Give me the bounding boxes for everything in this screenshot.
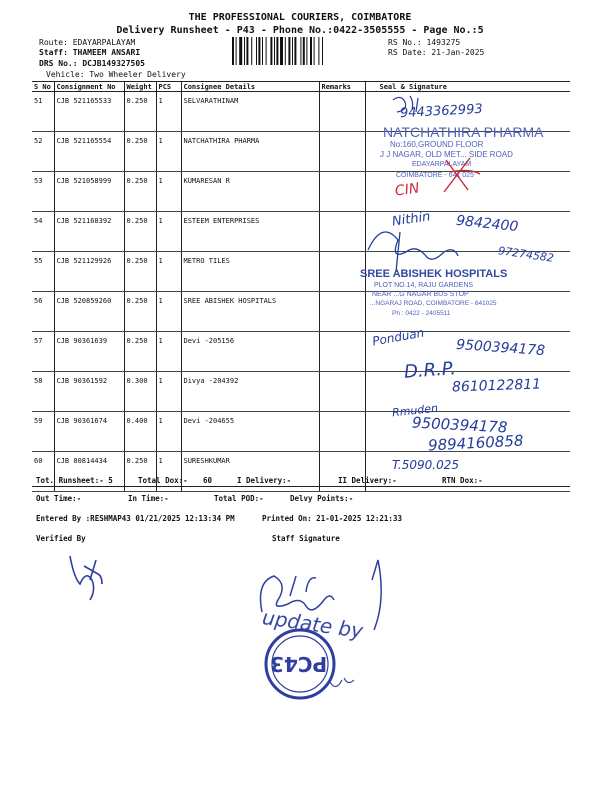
barcode-bar	[314, 37, 315, 65]
row-sno: 52	[32, 132, 54, 172]
handwritten-r59-number-2: 9894160858	[427, 431, 524, 455]
row-sno: 57	[32, 332, 54, 372]
col-header-sno: S No	[32, 82, 54, 92]
row-consignee: METRO TILES	[181, 252, 319, 292]
row-consignee: Devi -204655	[181, 412, 319, 452]
barcode-bar	[232, 37, 234, 65]
stamp-abishek-line2: NEAR ...G NAGAR BUS STOP	[372, 291, 469, 298]
row-weight: 0.250	[124, 252, 156, 292]
barcode-bar	[285, 37, 286, 65]
pc-stamp-text: PC43	[270, 652, 328, 676]
col-header-seal: Seal & Signature	[365, 82, 570, 92]
initials-near-stamp	[330, 678, 354, 687]
row-sno: 53	[32, 172, 54, 212]
barcode-graphic	[232, 37, 382, 65]
drs-info: DRS No.: DCJB149327505	[39, 59, 145, 68]
row-pcs: 1	[156, 132, 181, 172]
row-consignee: KUMARESAN R	[181, 172, 319, 212]
row-consignment-no: CJB 80814434	[54, 452, 124, 492]
row-remarks	[319, 172, 365, 212]
barcode-bar	[274, 37, 275, 65]
row-sno: 51	[32, 92, 54, 132]
row-consignee: Devi -205156	[181, 332, 319, 372]
handwritten-r57-name: Ponduan	[371, 325, 426, 349]
footer-divider	[32, 486, 570, 487]
col-header-consignee: Consignee Details	[181, 82, 319, 92]
row-consignment-no: CJB 521165554	[54, 132, 124, 172]
handwritten-r60-number: T.5090.025	[392, 458, 459, 472]
barcode-bar	[300, 37, 301, 65]
ii-delivery: II Delivery:-	[338, 476, 397, 485]
printed-on: Printed On: 21-01-2025 12:21:33	[262, 514, 402, 523]
signature-verified-by	[70, 556, 102, 600]
row-remarks	[319, 212, 365, 252]
total-dox-value: 60	[203, 476, 213, 485]
row-remarks	[319, 292, 365, 332]
row-sno: 59	[32, 412, 54, 452]
row-consignment-no: CJB 521168392	[54, 212, 124, 252]
staff-signature: Staff Signature	[272, 534, 340, 543]
row-consignment-no: CJB 90361592	[54, 372, 124, 412]
barcode-bar	[239, 37, 242, 65]
staff-info: Staff: THAMEEM ANSARI	[39, 48, 141, 57]
handwritten-r51-number: 9443362993	[399, 101, 484, 122]
handwritten-r59-number-1: 9500394178	[411, 413, 508, 437]
barcode-bar	[303, 37, 305, 65]
row-consignment-no: CJB 521129926	[54, 252, 124, 292]
barcode-bar	[246, 37, 248, 65]
row-consignee: SURESHKUMAR	[181, 452, 319, 492]
row-remarks	[319, 332, 365, 372]
row-pcs: 1	[156, 92, 181, 132]
row-weight: 0.300	[124, 372, 156, 412]
total-pod: Total POD:-	[214, 494, 264, 503]
pen-stroke	[372, 560, 381, 630]
row-sno: 56	[32, 292, 54, 332]
barcode-bar	[244, 37, 245, 65]
row-weight: 0.250	[124, 292, 156, 332]
row-weight: 0.250	[124, 132, 156, 172]
stamp-abishek-line3: ...NGARAJ ROAD, COIMBATORE - 641025	[370, 300, 497, 307]
row-pcs: 1	[156, 292, 181, 332]
row-remarks	[319, 132, 365, 172]
row-consignment-no: CJB 520859260	[54, 292, 124, 332]
barcode-bar	[276, 37, 278, 65]
handwritten-r54-name: Nithin	[391, 209, 432, 230]
vehicle-info: Vehicle: Two Wheeler Delivery	[46, 70, 186, 79]
barcode-bar	[251, 37, 252, 65]
rtn-dox: RTN Dox:-	[442, 476, 483, 485]
rs-no: RS No.: 1493275	[388, 38, 461, 47]
stamp-natchathira-line3: EDAYARPALAYAM	[412, 161, 472, 168]
row-consignment-no: CJB 521058999	[54, 172, 124, 212]
barcode-bar	[288, 37, 290, 65]
row-pcs: 1	[156, 452, 181, 492]
row-sno: 58	[32, 372, 54, 412]
stamp-natchathira-line1: No:160,GROUND FLOOR	[390, 140, 484, 149]
company-name: THE PROFESSIONAL COURIERS, COIMBATORE	[188, 12, 412, 23]
handwritten-r59-name: Rmuden	[391, 401, 439, 420]
verified-by: Verified By	[36, 534, 86, 543]
tot-runsheet: Tot. Runsheet:- 5	[36, 476, 113, 485]
row-weight: 0.250	[124, 452, 156, 492]
i-delivery: I Delivery:-	[237, 476, 292, 485]
out-time: Out Time:-	[36, 494, 82, 503]
barcode-bar	[236, 37, 237, 65]
handwritten-r58-name: D.R.P.	[403, 358, 457, 383]
barcode-bar	[306, 37, 307, 65]
runsheet-title: Delivery Runsheet - P43 - Phone No.:0422-3505555 - Page No.:5	[116, 25, 484, 36]
barcode-bar	[294, 37, 296, 65]
barcode-bar	[310, 37, 312, 65]
row-pcs: 1	[156, 412, 181, 452]
row-consignee: Divya -204392	[181, 372, 319, 412]
row-remarks	[319, 252, 365, 292]
table-row	[32, 172, 570, 212]
stamp-natchathira-name: NATCHATHIRA PHARMA	[383, 124, 544, 140]
barcode-bar	[292, 37, 293, 65]
row-remarks	[319, 92, 365, 132]
handwritten-r53-mark: CIN	[394, 180, 421, 200]
row-sno: 54	[32, 212, 54, 252]
col-header-pcs: PCS	[156, 82, 181, 92]
barcode-bar	[266, 37, 267, 65]
stamp-abishek-line4: Ph : 0422 - 2405511	[392, 310, 451, 317]
route-info: Route: EDAYARPALAYAM	[39, 38, 136, 47]
row-weight: 0.250	[124, 172, 156, 212]
row-remarks	[319, 412, 365, 452]
barcode-bar	[262, 37, 263, 65]
delvy-points: Delvy Points:-	[290, 494, 354, 503]
row-consignee: NATCHATHIRA PHARMA	[181, 132, 319, 172]
stamp-natchathira-line2: J J NAGAR, OLD MET... SIDE ROAD	[380, 150, 513, 159]
row-pcs: 1	[156, 172, 181, 212]
table-row	[32, 292, 570, 332]
row-weight: 0.400	[124, 412, 156, 452]
row-sno: 60	[32, 452, 54, 492]
handwritten-r57-number: 9500394178	[455, 336, 546, 360]
in-time: In Time:-	[128, 494, 169, 503]
barcode-bar	[270, 37, 272, 65]
barcode-bar	[322, 37, 323, 65]
row-sno: 55	[32, 252, 54, 292]
col-header-weight: Weight	[124, 82, 156, 92]
table-header-row	[32, 82, 570, 92]
row-weight: 0.250	[124, 212, 156, 252]
row-consignment-no: CJB 90361674	[54, 412, 124, 452]
row-pcs: 1	[156, 332, 181, 372]
total-dox-label: Total Dox:-	[138, 476, 188, 485]
stamp-natchathira-line4: COIMBATORE - 641 025	[396, 172, 474, 179]
stamp-abishek-name: SREE ABISHEK HOSPITALS	[360, 268, 508, 280]
barcode-bar	[256, 37, 257, 65]
handwritten-r58-number: 8610122811	[451, 376, 542, 396]
entered-by: Entered By :RESHMAP43 01/21/2025 12:13:34 PM	[36, 514, 235, 523]
row-consignment-no: CJB 521165533	[54, 92, 124, 132]
row-weight: 0.250	[124, 332, 156, 372]
row-consignee: SREE ABISHEK HOSPITALS	[181, 292, 319, 332]
row-pcs: 1	[156, 212, 181, 252]
row-consignee: SELVARATHINAM	[181, 92, 319, 132]
stamp-abishek-line1: PLOT NO.14, RAJU GARDENS	[374, 282, 474, 289]
row-pcs: 1	[156, 372, 181, 412]
row-consignee: ESTEEM ENTERPRISES	[181, 212, 319, 252]
handwritten-r54-number: 9842400	[455, 212, 520, 236]
barcode-bar	[280, 37, 283, 65]
col-header-remarks: Remarks	[319, 82, 365, 92]
row-consignment-no: CJB 90361639	[54, 332, 124, 372]
handwritten-r55-number: 97274582	[497, 244, 555, 265]
barcode-bar	[258, 37, 260, 65]
rs-date: RS Date: 21-Jan-2025	[388, 48, 485, 57]
row-remarks	[319, 372, 365, 412]
row-weight: 0.250	[124, 92, 156, 132]
handwritten-update-note: update by	[260, 605, 365, 643]
barcode-bar	[318, 37, 319, 65]
col-header-consignment: Consignment No	[54, 82, 124, 92]
row-pcs: 1	[156, 252, 181, 292]
